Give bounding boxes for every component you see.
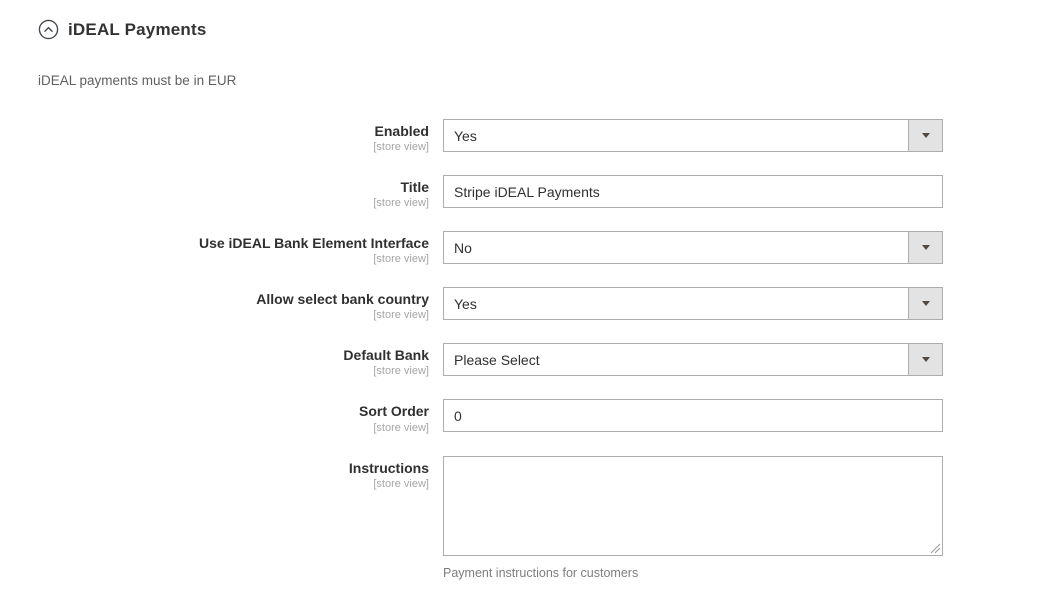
- caret-down-icon: [922, 301, 930, 306]
- allow-select-bank-country-select-value: Yes: [454, 295, 477, 312]
- field-label: Sort Order: [358, 403, 429, 420]
- field-label-block: [38, 287, 429, 321]
- title-input[interactable]: [443, 175, 943, 208]
- bank-element-interface-dropdown-button[interactable]: [908, 232, 942, 263]
- sort-order-input[interactable]: [443, 399, 943, 432]
- allow-select-bank-country-select[interactable]: [443, 287, 943, 320]
- form-row-enabled: [38, 119, 1046, 153]
- field-label: Use iDEAL Bank Element Interface: [198, 235, 429, 252]
- field-label-block: [38, 456, 429, 490]
- enabled-select-value: Yes: [454, 127, 477, 144]
- ideal-settings-form: [38, 119, 1046, 580]
- allow-select-bank-country-dropdown-button[interactable]: [908, 288, 942, 319]
- instructions-textarea[interactable]: [443, 456, 943, 556]
- caret-down-icon: [922, 133, 930, 138]
- form-row-instructions: [38, 456, 1046, 580]
- bank-element-interface-select-value: No: [454, 239, 472, 256]
- caret-down-icon: [922, 245, 930, 250]
- section-note: iDEAL payments must be in EUR: [38, 73, 237, 88]
- field-label: Allow select bank country: [256, 291, 429, 308]
- field-label: Enabled: [374, 123, 429, 139]
- field-scope-label: [store view]: [373, 421, 429, 434]
- field-label-block: [38, 231, 429, 265]
- form-row-allow-select-bank-country: [38, 287, 1046, 321]
- default-bank-select-value: Please Select: [454, 351, 540, 368]
- field-scope-label: [store view]: [373, 309, 429, 322]
- field-label-block: [38, 119, 429, 153]
- default-bank-dropdown-button[interactable]: [908, 344, 942, 375]
- field-scope-label: [store view]: [373, 141, 429, 154]
- form-row-bank-element-interface: [38, 231, 1046, 265]
- form-row-title: [38, 175, 1046, 209]
- form-row-default-bank: [38, 343, 1046, 377]
- field-scope-label: [store view]: [373, 197, 429, 210]
- section-title: iDEAL Payments: [68, 19, 207, 39]
- field-label: Title: [400, 179, 429, 196]
- instructions-helper-note: Payment instructions for customers: [443, 565, 639, 580]
- field-label: Instructions: [348, 459, 429, 476]
- caret-down-icon: [922, 357, 930, 362]
- field-scope-label: [store view]: [373, 253, 429, 266]
- bank-element-interface-select[interactable]: [443, 231, 943, 264]
- field-label-block: [38, 175, 429, 209]
- field-scope-label: [store view]: [373, 477, 429, 490]
- section-header-ideal-payments[interactable]: [38, 19, 1046, 40]
- enabled-select[interactable]: [443, 119, 943, 152]
- field-scope-label: [store view]: [373, 365, 429, 378]
- chevron-up-circle-icon[interactable]: [38, 19, 59, 40]
- field-label-block: [38, 343, 429, 377]
- field-label-block: [38, 399, 429, 433]
- field-label: Default Bank: [343, 347, 429, 364]
- enabled-select-dropdown-button[interactable]: [908, 120, 942, 151]
- default-bank-select[interactable]: [443, 343, 943, 376]
- form-row-sort-order: [38, 399, 1046, 433]
